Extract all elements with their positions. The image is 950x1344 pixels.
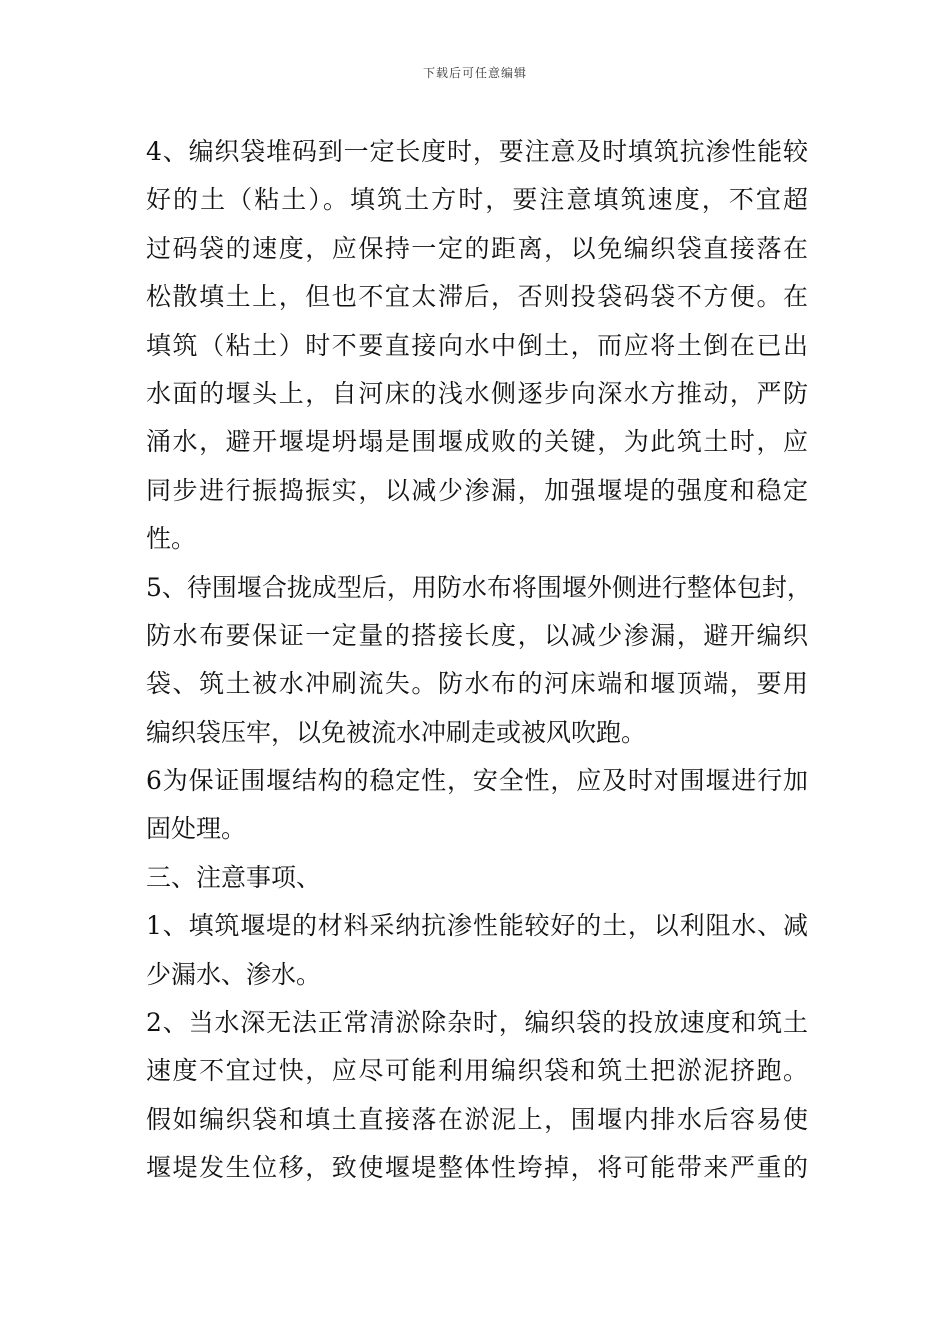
text-line: 同步进行振捣振实，以减少渗漏，加强堰堤的强度和稳定 <box>146 475 808 505</box>
text-line: 过码袋的速度，应保持一定的距离，以免编织袋直接落在 <box>146 233 808 263</box>
text-line: 防水布要保证一定量的搭接长度，以减少渗漏，避开编织 <box>146 620 808 650</box>
text-line: 好的土（粘土）。填筑土方时，要注意填筑速度，不宜超 <box>146 185 808 215</box>
text-line: 2、当水深无法正常清淤除杂时，编织袋的投放速度和筑土 <box>146 1008 808 1038</box>
text-line: 速度不宜过快，应尽可能利用编织袋和筑土把淤泥挤跑。 <box>146 1056 808 1086</box>
text-line: 编织袋压牢，以免被流水冲刷走或被风吹跑。 <box>146 717 647 747</box>
text-line: 1、填筑堰堤的材料采纳抗渗性能较好的土，以利阻水、减 <box>146 911 808 941</box>
text-line: 填筑（粘土）时不要直接向水中倒土，而应将土倒在已出 <box>146 330 808 360</box>
text-line: 水面的堰头上，自河床的浅水侧逐步向深水方推动，严防 <box>146 378 808 408</box>
section-heading: 三、注意事项、 <box>146 862 322 892</box>
text-line: 假如编织袋和填土直接落在淤泥上，围堰内排水后容易使 <box>146 1104 808 1134</box>
text-line: 涌水，避开堰堤坍塌是围堰成败的关键，为此筑土时，应 <box>146 427 808 457</box>
document-body <box>146 128 812 1193</box>
text-line: 松散填土上，但也不宜太滞后，否则投袋码袋不方便。在 <box>146 282 808 312</box>
text-line: 少漏水、渗水。 <box>146 959 322 989</box>
text-line: 袋、筑土被水冲刷流失。防水布的河床端和堰顶端，要用 <box>146 669 808 699</box>
text-line: 6为保证围堰结构的稳定性，安全性，应及时对围堰进行加 <box>146 766 808 796</box>
text-line: 性。 <box>146 524 197 554</box>
text-line: 5、待围堰合拢成型后，用防水布将围堰外侧进行整体包封， <box>146 572 812 602</box>
page-header: 下载后可任意编辑 <box>422 66 527 80</box>
text-line: 固处理。 <box>146 814 247 844</box>
text-line: 4、编织袋堆码到一定长度时，要注意及时填筑抗渗性能较 <box>146 137 808 166</box>
text-line: 堰堤发生位移，致使堰堤整体性垮掉，将可能带来严重的 <box>146 1153 808 1183</box>
